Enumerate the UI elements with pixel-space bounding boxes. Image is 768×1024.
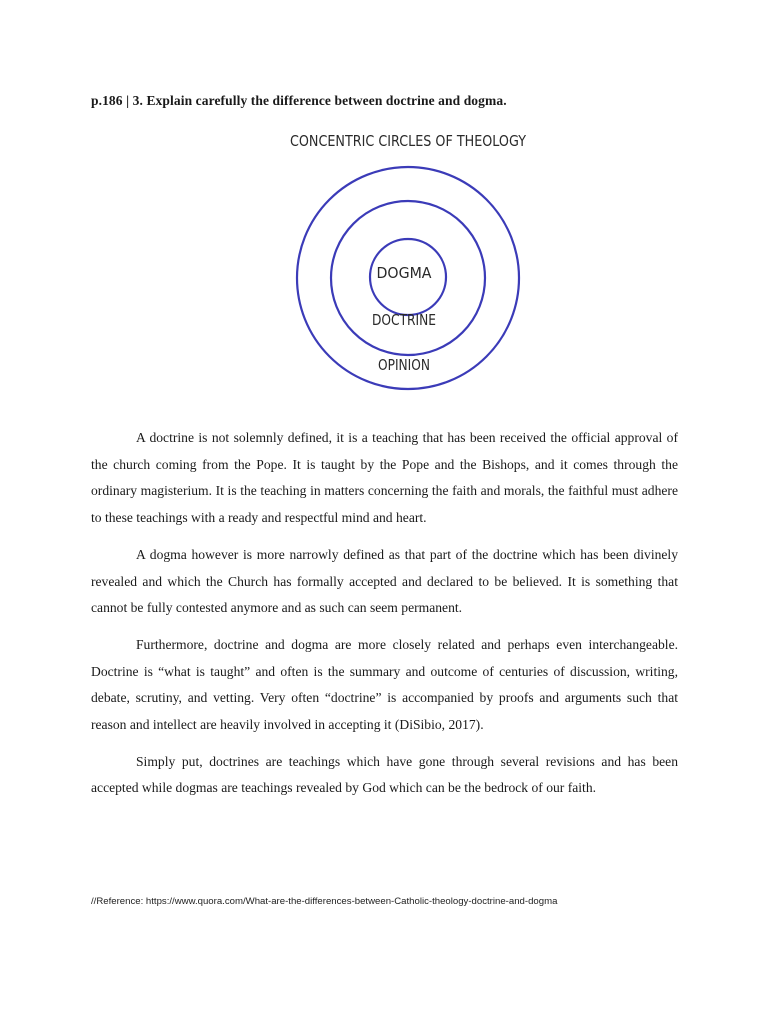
- concentric-circles-diagram: [278, 124, 538, 394]
- paragraph-doctrine: A doctrine is not solemnly defined, it is a teaching that has been received the official approval of the church coming from the Pope. It is taught by the Pope and the Bishops, and it comes through the ordinary magisterium. It is the teaching in matters concerning the faith and morals, the faithful must adhere to these teachings with a ready and respectful mind and heart.: [91, 430, 678, 526]
- paragraph-summary: Simply put, doctrines are teachings which have gone through several revisions and has been accepted while dogmas are teachings revealed by God which can be the bedrock of our faith.: [91, 753, 678, 796]
- doctrine-label: DOCTRINE: [372, 311, 436, 329]
- reference-line: //Reference: https://www.quora.com/What-are-the-differences-between-Catholic-theology-doctrine-and-dogma: [91, 896, 558, 907]
- dogma-label: DOGMA: [376, 264, 433, 282]
- answer-body: [91, 425, 678, 812]
- paragraph-comparison: Furthermore, doctrine and dogma are more closely related and perhaps even interchangeable. Doctrine is “what is taught” and often is the summary and outcome of centuries of discussion, writing, debate, scrutiny, and vetting. Very often “doctrine” is accompanied by proofs and arguments such that reason and intellect are heavily involved in accepting it (DiSibio, 2017).: [91, 636, 678, 733]
- paragraph-dogma: A dogma however is more narrowly defined as that part of the doctrine which has been divinely revealed and which the Church has formally accepted and declared to be believed. It is something that cannot be fully contested anymore and as such can seem permanent.: [91, 546, 678, 616]
- opinion-label: OPINION: [378, 356, 430, 374]
- diagram-title: CONCENTRIC CIRCLES OF THEOLOGY: [290, 132, 527, 150]
- diagram-svg: [278, 124, 538, 394]
- question-heading: p.186 | 3. Explain carefully the difference between doctrine and dogma.: [91, 93, 507, 108]
